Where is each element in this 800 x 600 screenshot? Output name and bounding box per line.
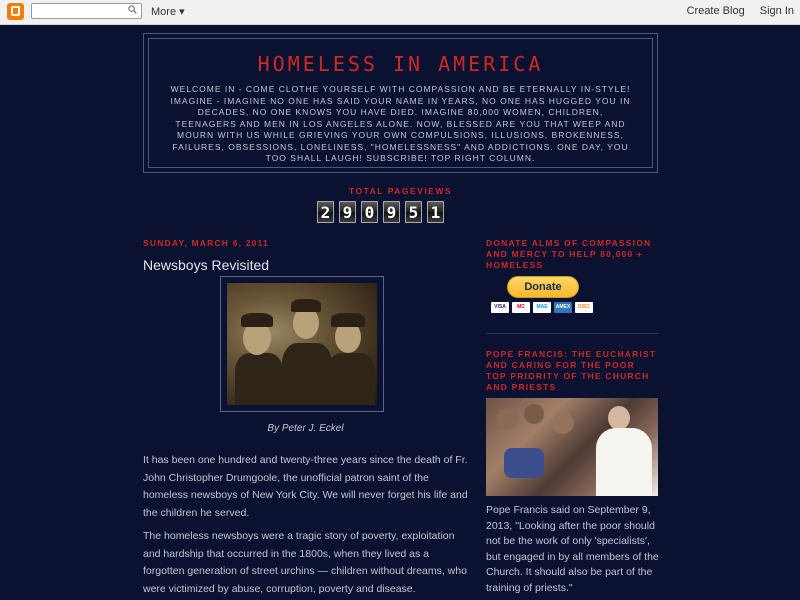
mastercard-icon: MC <box>512 302 530 313</box>
sidebar <box>486 238 659 594</box>
pageviews-digit: 0 <box>361 201 378 223</box>
blogger-logo-icon[interactable] <box>7 3 24 20</box>
visa-card-icon: VISA <box>491 302 509 313</box>
pageviews-digit: 9 <box>339 201 356 223</box>
sign-in-link[interactable]: Sign In <box>759 5 794 17</box>
payment-cards <box>491 302 593 313</box>
main-column <box>143 238 468 595</box>
pope-widget-title: POPE FRANCIS: THE EUCHARIST AND CARING FOR THE POOR TOP PRIORITY OF THE CHURCH AND PRIESTS <box>486 349 657 392</box>
post-paragraph: It has been one hundred and twenty-three years since the death of Fr. John Christopher Drumgoole, the unofficial patron saint of the homeless newsboys of New York City. We will never forget his life and the children he served. <box>143 454 468 519</box>
post-title[interactable]: Newsboys Revisited <box>143 257 270 273</box>
newsboys-photo[interactable] <box>220 276 384 412</box>
pageviews-title: TOTAL PAGEVIEWS <box>348 186 453 196</box>
pope-francis-photo[interactable] <box>486 398 658 496</box>
pope-quote: Pope Francis said on September 9, 2013, "Looking after the poor should not be the work of only 'specialists', but engaged in by all members of the Church. It should also be part of the training of priests." <box>486 504 659 594</box>
blog-header <box>143 33 658 173</box>
pageviews-counter <box>317 201 444 223</box>
post-paragraph: The homeless newsboys were a tragic story of poverty, exploitation and hardship that occurred in the 1800s, when they lived as a forgotten generation of street urchins — children without dreams, who were victimized by abuse, corruption, poverty and disease. <box>143 530 467 595</box>
blog-title[interactable]: HOMELESS IN AMERICA <box>257 52 544 76</box>
blogger-navbar <box>0 0 800 25</box>
paypal-donate-button[interactable]: Donate <box>507 276 579 298</box>
sidebar-divider <box>486 333 659 334</box>
newsboys-image <box>227 283 377 405</box>
search-icon[interactable] <box>128 5 137 14</box>
more-menu-button[interactable]: More ▾ <box>151 6 185 18</box>
create-blog-link[interactable]: Create Blog <box>686 5 745 17</box>
pageviews-digit: 5 <box>405 201 422 223</box>
blog-description: WELCOME IN - COME CLOTHE YOURSELF WITH COMPASSION AND BE ETERNALLY IN-STYLE! IMAGINE - IMAGINE NO ONE HAS SAID YOUR NAME IN YEARS, NO ONE HAS HUGGED YOU IN DECADES, NO ONE KNOWS YOU HAVE DIED. IMAGINE 80,000 WOMEN, CHILDREN, TEENAGERS AND MEN IN LOS ANGELES ALONE. NOW, BLESSED ARE YOU THAT WEEP AND MOURN WITH US WHILE GRIEVING YOUR OWN COMPULSIONS, ILLUSIONS, BROKENNESS, FAILURES, OBSESSIONS, LONELINESS, "HOMELESSNESS" AND ADDICTIONS. ONE DAY, YOU TOO SHALL LAUGH! SUBSCRIBE! TOP RIGHT COLUMN. <box>170 84 631 163</box>
pageviews-digit: 9 <box>383 201 400 223</box>
pageviews-digit: 2 <box>317 201 334 223</box>
post-date: SUNDAY, MARCH 6, 2011 <box>143 238 269 248</box>
discover-icon: DISC <box>575 302 593 313</box>
amex-icon: AMEX <box>554 302 572 313</box>
search-input[interactable] <box>31 3 142 19</box>
pageviews-digit: 1 <box>427 201 444 223</box>
donate-widget-title: DONATE ALMS OF COMPASSION AND MERCY TO HELP 80,000 + HOMELESS <box>486 238 652 270</box>
post-byline: By Peter J. Eckel <box>267 423 344 434</box>
maestro-icon: MAE <box>533 302 551 313</box>
